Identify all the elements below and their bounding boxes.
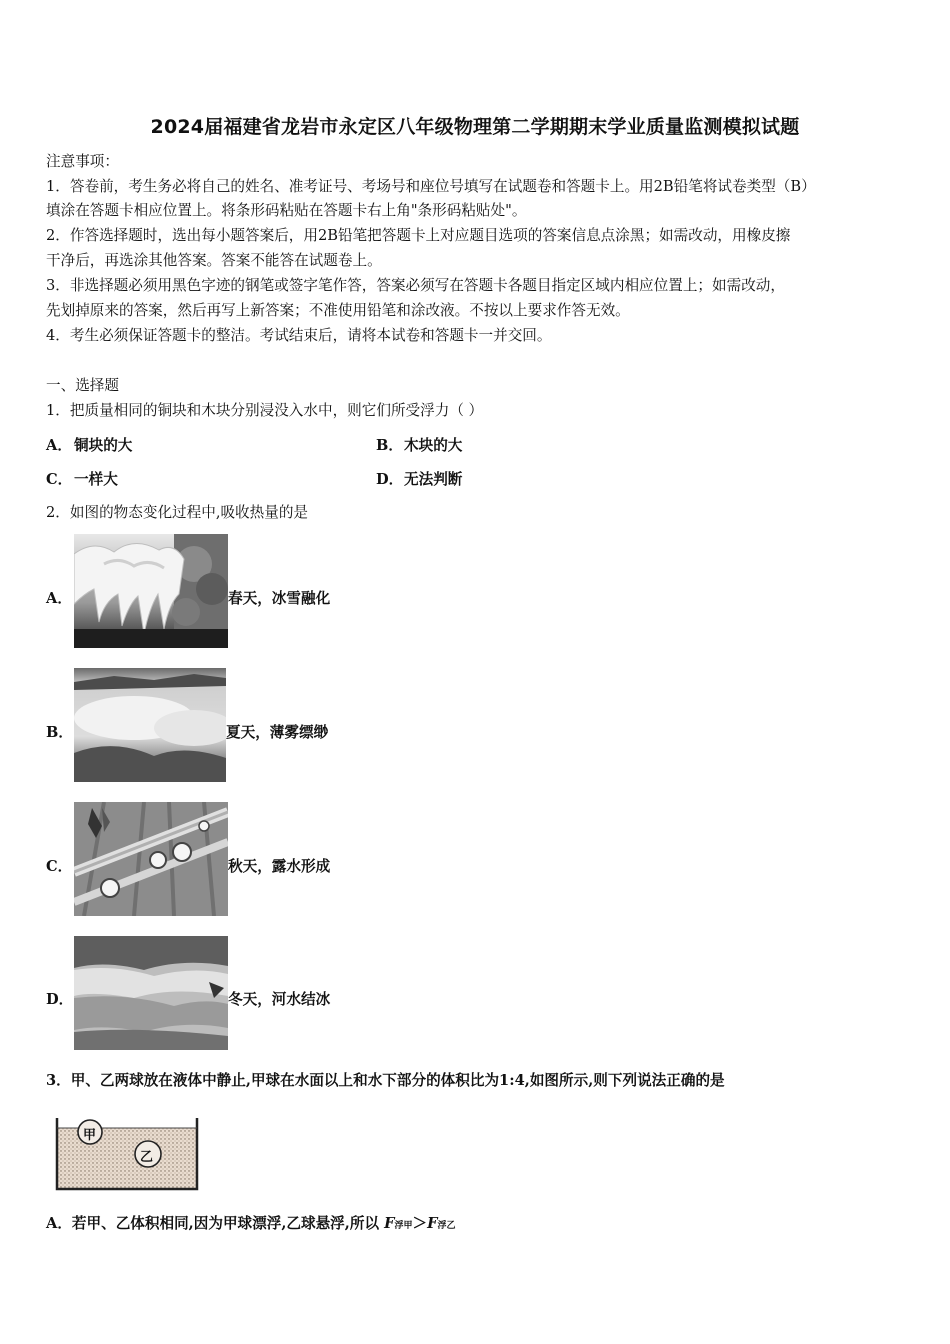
section-heading: 一、选择题 bbox=[46, 377, 119, 394]
q1-option-c-text: 一样大 bbox=[74, 471, 118, 488]
greater-than-sign: ＞ bbox=[412, 1215, 428, 1232]
ball-b-label: 乙 bbox=[140, 1150, 154, 1165]
q1-option-b-label: B． bbox=[376, 437, 403, 454]
dew-photo bbox=[74, 802, 228, 916]
mist-photo bbox=[74, 668, 226, 782]
q1-option-d-label: D． bbox=[376, 471, 404, 488]
q1-option-b-text: 木块的大 bbox=[404, 437, 463, 454]
river-ice-photo bbox=[74, 936, 228, 1050]
q1-option-a-label: A． bbox=[46, 437, 72, 454]
q2-option-d-text: 冬天，河水结冰 bbox=[228, 991, 331, 1008]
notice-line: 先划掉原来的答案，然后再写上新答案；不准使用铅笔和涂改液。不按以上要求作答无效。 bbox=[46, 302, 630, 319]
q3-option-a-label: A． bbox=[46, 1215, 72, 1232]
notice-line: 1．答卷前，考生务必将自己的姓名、准考证号、考场号和座位号填写在试题卷和答题卡上。用2B铅笔将试卷类型（B） bbox=[46, 178, 816, 195]
force-subscript-b: 浮乙 bbox=[437, 1221, 456, 1231]
ice-melting-photo bbox=[74, 534, 228, 648]
exam-title: 2024届福建省龙岩市永定区八年级物理第二学期期末学业质量监测模拟试题 bbox=[150, 116, 800, 138]
q2-option-b-label: B． bbox=[46, 724, 73, 741]
notice-line: 填涂在答题卡相应位置上。将条形码粘贴在答题卡右上角"条形码粘贴处"。 bbox=[46, 202, 527, 219]
force-subscript-a: 浮甲 bbox=[394, 1221, 413, 1231]
q1-stem: 1．把质量相同的铜块和木块分别浸没入水中，则它们所受浮力（ ） bbox=[46, 402, 484, 419]
q3-option-a bbox=[46, 1214, 456, 1236]
q2-option-d-label: D． bbox=[46, 991, 74, 1008]
q2-stem: 2．如图的物态变化过程中,吸收热量的是 bbox=[46, 504, 309, 521]
q3-stem: 3．甲、乙两球放在液体中静止,甲球在水面以上和水下部分的体积比为1:4,如图所示,则下列说法正确的是 bbox=[46, 1072, 725, 1089]
notice-line: 4．考生必须保证答题卡的整洁。考试结束后，请将本试卷和答题卡一并交回。 bbox=[46, 327, 552, 344]
q2-option-b-text: 夏天，薄雾缥缈 bbox=[226, 724, 329, 741]
q1-option-d-text: 无法判断 bbox=[404, 471, 463, 488]
q2-option-c-text: 秋天，露水形成 bbox=[228, 858, 331, 875]
notice-heading: 注意事项： bbox=[46, 153, 119, 170]
notice-line: 干净后，再选涂其他答案。答案不能答在试题卷上。 bbox=[46, 252, 382, 269]
ball-a-label: 甲 bbox=[83, 1128, 97, 1143]
q3-option-a-text: 若甲、乙体积相同,因为甲球漂浮,乙球悬浮,所以 bbox=[71, 1215, 380, 1232]
force-symbol: F bbox=[384, 1215, 395, 1232]
force-symbol: F bbox=[427, 1215, 438, 1232]
q2-option-a-text: 春天，冰雪融化 bbox=[228, 590, 331, 607]
q1-option-c-label: C． bbox=[46, 471, 73, 488]
q2-option-c-label: C． bbox=[46, 858, 73, 875]
notice-line: 3．非选择题必须用黑色字迹的钢笔或签字笔作答，答案必须写在答题卡各题目指定区域内相应位置上；如需改动， bbox=[46, 277, 785, 294]
notice-line: 2．作答选择题时，选出每小题答案后，用2B铅笔把答题卡上对应题目选项的答案信息点涂黑；如需改动，用橡皮擦 bbox=[46, 227, 791, 244]
liquid-container-figure bbox=[52, 1110, 202, 1192]
q2-option-a-label: A． bbox=[46, 590, 72, 607]
q1-option-a-text: 铜块的大 bbox=[74, 437, 133, 454]
